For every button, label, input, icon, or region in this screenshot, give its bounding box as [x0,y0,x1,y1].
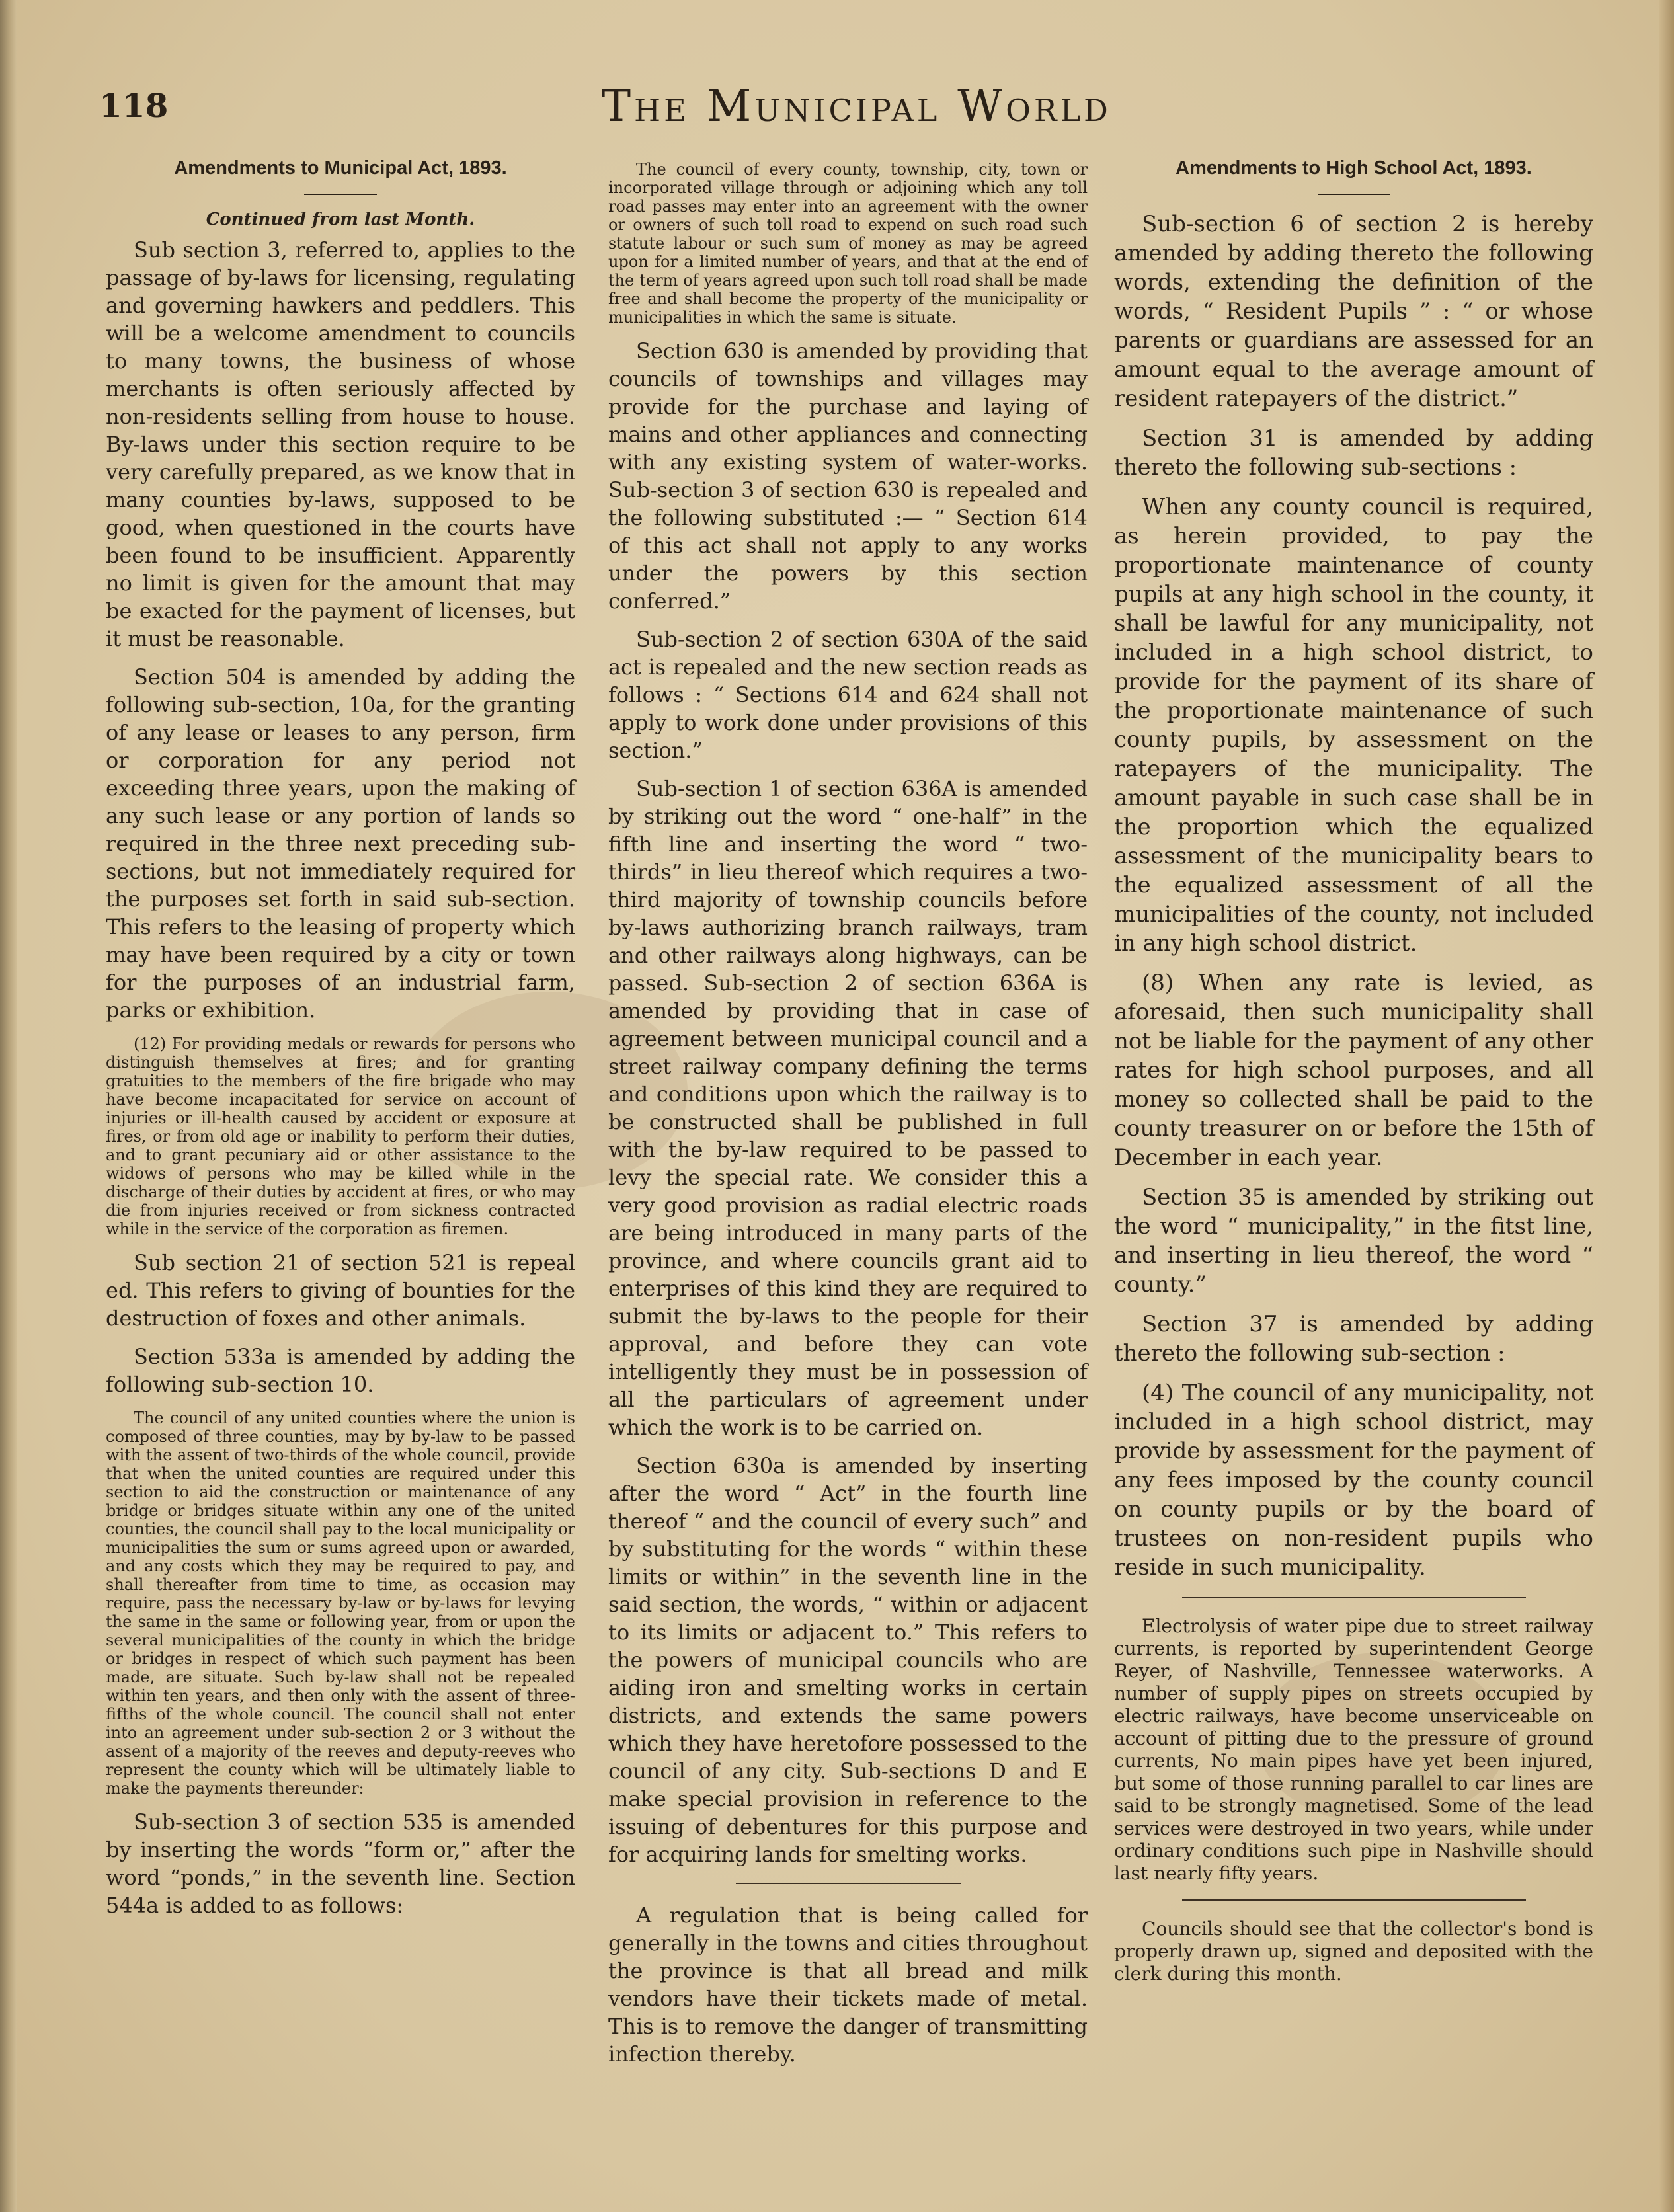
paragraph: Sub section 21 of section 521 is repeal ed. This refers to giving of bounties for the destruction of foxes and other animals. [106,1250,575,1331]
article-title: Amendments to High School Act, 1893. [1176,157,1532,178]
paragraph: Sub-section 2 of section 630A of the said act is repealed and the new section reads as follows : “ Sections 614 and 624 shall not apply to work done under provisions of this section.” [608,627,1088,763]
news-item: Councils should see that the collector's bond is properly drawn up, signed and deposited with the clerk during this month. [1114,1918,1593,1985]
paragraph: Sub-section 3 of section 535 is amended by inserting the words “form or,” after the word “ponds,” in the seventh line. Section 544a is added to as follows: [106,1809,575,1918]
paragraph: Sub-section 1 of section 636A is amended by striking out the word “ one-half” in the fifth line and inserting the word “ two-thirds” in lieu thereof which requires a two-third majority of township councils before by-laws authorizing branch railways, tram and other railways along highways, can be passed. Sub-section 2 of section 636A is amended by providing that in case of agreement between municipal council and a street railway company defining the terms and conditions upon which the railway is to be constructed shall be published in full with the by-law required to be passed to levy the special rate. We consider this a very good provision as radial electric roads are being introduced in many parts of the province, and where councils grant aid to enterprises of this kind they are required to submit the by-laws to the people for their approval, and before they can vote intelligently they must be in possession of all the particulars of agreement under which the work is to be carried on. [608,776,1088,1440]
paragraph: (4) The council of any municipality, not included in a high school district, may provide by assessment for the payment of any fees imposed by the county council on county pupils or by the board of trustees on non-resident pupils who reside in such municipality. [1114,1380,1593,1581]
section-divider [736,1883,961,1884]
section-divider [1182,1899,1526,1901]
statute-excerpt: The council of any united counties where the union is composed of three counties, may by by-law to be passed with the assent of two-thirds of the whole council, provide that when the united counties are required under this section to aid the construction or maintenance of any bridge or bridges situate within any one of the united counties, the council shall pay to the local municipality or municipalities the sum or sums agreed upon or awarded, and any costs which they may be required to pay, and shall thereafter from time to time, as occasion may require, pass the necessary by-law or by-laws for levying the same in the same or following year, from or upon the several municipalities of the county in which the bridge or bridges in respect of which such payment has been made, are situate. Such by-law shall not be repealed within ten years, and then only with the assent of three-fifths of the whole council. The council shall not enter into an agreement under sub-section 2 or 3 without the assent of a majority of the reeves and deputy-reeves who represent the county which will be ultimately liable to make the payments thereunder: [106,1409,575,1797]
section-divider [1182,1597,1526,1598]
page-header [99,81,1613,140]
continued-note: Continued from last Month. [206,210,475,229]
paragraph: Section 37 is amended by adding thereto the following sub-section : [1114,1311,1593,1366]
column-middle [608,151,1088,2159]
article-title: Amendments to Municipal Act, 1893. [174,157,507,178]
statute-excerpt: The council of every county, township, city, town or incorporated village through or adjoining which any toll road passes may enter into an agreement with the owner or owners of such toll road to expend on such road such statute labour or such sum of money as may be agreed upon for a limited number of years, and that at the end of the term of years agreed upon such toll road shall be made free and shall become the property of the municipality or municipalities in which the same is situate. [608,160,1088,327]
paragraph: Section 630a is amended by inserting after the word “ Act” in the fourth line thereof “ and the council of every such” and by substituting for the words “ within these limits or within” in the seventh line in the said section, the words, “ within or adjacent to its limits or adjacent to.” This refers to the powers of municipal councils who are aiding iron and smelting works in certain districts, and extends the same powers which they have heretofore possessed to the council of any city. Sub-sections D and E make special provision in reference to the issuing of debentures for this purpose and for acquiring lands for smelting works. [608,1453,1088,1867]
news-item: Electrolysis of water pipe due to street railway currents, is reported by superintendent George Reyer, of Nashville, Tennessee waterworks. A number of supply pipes on streets occupied by electric railways, have become unserviceable on account of pitting due to the pressure of ground currents, No main pipes have yet been injured, but some of those running parallel to car lines are said to be strongly magnetised. Some of the lead services were destroyed in two years, while under ordinary conditions such pipe in Nashville should last nearly fifty years. [1114,1615,1593,1884]
paragraph: Section 533a is amended by adding the following sub-section 10. [106,1344,575,1397]
statute-excerpt: (12) For providing medals or rewards for persons who distinguish themselves at fires; and for granting gratuities to the members of the fire brigade who may have become incapacitated for service on account of injuries or ill-health caused by accident or exposure at fires, or from old age or inability to perform their duties, and to grant pecuniary aid or other assistance to the widows of persons who may be killed while in the discharge of their duties by accident at fires, or who may die from injuries received or from sickness contracted while in the service of the corporation as firemen. [106,1035,575,1238]
page-right-edge [1659,0,1674,2212]
paragraph: Sub section 3, referred to, applies to the passage of by-laws for licensing, regulating and governing hawkers and peddlers. This will be a welcome amendment to councils to many towns, the business of whose merchants is often seriously affected by non-residents selling from house to house. By-laws under this section require to be very carefully prepared, as we know that in many counties by-laws, supposed to be good, when questioned in the courts have been found to be insufficient. Apparently no limit is given for the amount that may be exacted for the payment of licenses, but it must be reasonable. [106,237,575,651]
column-right [1114,151,1593,2159]
masthead-title: The Municipal World [602,81,1111,132]
paragraph: When any county council is required, as herein provided, to pay the proportionate maintenance of county pupils at any high school in the county, it shall be lawful for any municipality, not included in a high school district, to provide for the payment of its share of the proportionate maintenance of such county pupils, by assessment on the ratepayers of the municipality. The amount payable in such case shall be in the proportion which the equalized assessment of the municipality bears to the equalized assessment of all the municipalities of the county, not included in any high school district. [1114,494,1593,957]
paragraph: Section 35 is amended by striking out the word “ municipality,” in the fitst line, and inserting in lieu thereof, the word “ county.” [1114,1184,1593,1298]
page-number: 118 [99,86,169,125]
paragraph: A regulation that is being called for generally in the towns and cities throughout the province is that all bread and milk vendors have their tickets made of metal. This is to remove the danger of transmitting infection thereby. [608,1903,1088,2067]
paragraph: Section 630 is amended by providing that councils of townships and villages may provide for the purchase and laying of mains and other appliances and connecting with any existing system of water-works. Sub-section 3 of section 630 is repealed and the following substituted :— “ Section 614 of this act shall not apply to any works under the powers by this section conferred.” [608,338,1088,613]
paragraph: Sub-section 6 of section 2 is hereby amended by adding thereto the following words, extending the definition of the words, “ Resident Pupils ” : “ or whose parents or guardians are assessed for an amount equal to the average amount of resident ratepayers of the district.” [1114,211,1593,412]
title-rule [304,194,377,195]
title-rule [1318,194,1390,195]
page-binding-edge [0,0,17,2212]
paragraph: Section 31 is amended by adding thereto the following sub-sections : [1114,425,1593,481]
paragraph: (8) When any rate is levied, as aforesaid, then such municipality shall not be liable for the payment of any other rates for high school purposes, and all money so collected shall be paid to the county treasurer on or before the 15th of December in each year. [1114,970,1593,1171]
paragraph: Section 504 is amended by adding the following sub-section, 10a, for the granting of any lease or leases to any person, firm or corporation for any period not exceeding three years, upon the making of any such lease or any portion of lands so required in the three next preceding sub-sections, but not immediately required for the purposes set forth in said sub-section. This refers to the leasing of property which may have been required by a city or town for the purposes of an industrial farm, parks or exhibition. [106,664,575,1023]
column-left [106,151,575,2159]
